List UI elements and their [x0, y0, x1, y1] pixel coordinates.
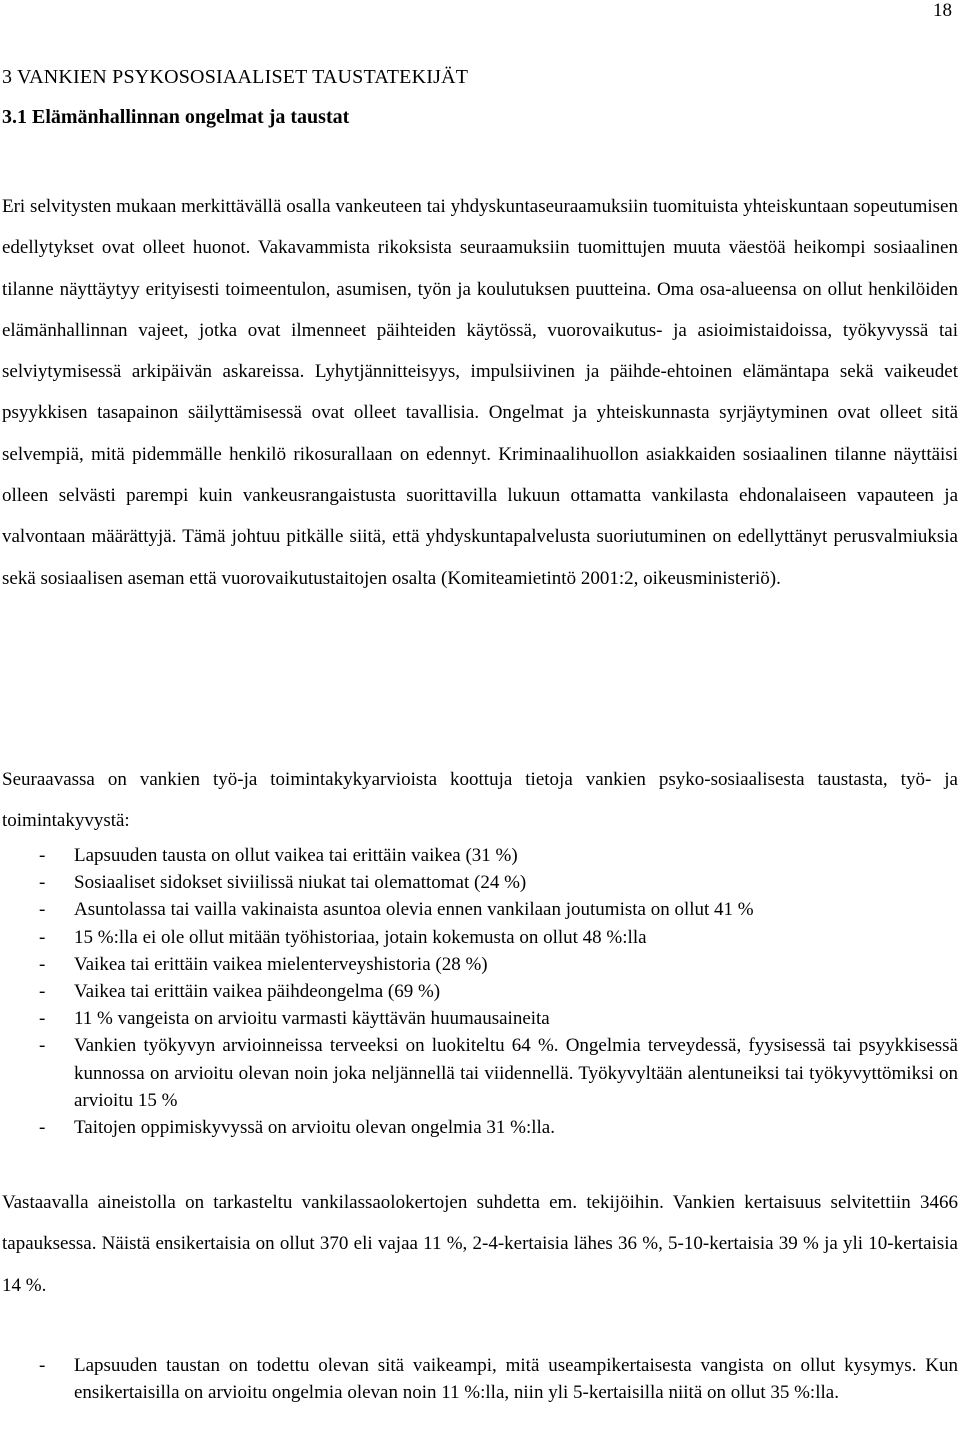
list-item [2, 1032, 958, 1114]
bullet-dash: - [39, 953, 46, 975]
recidivism-list [2, 1352, 958, 1406]
list-item [2, 1005, 958, 1032]
body-paragraph-3: Vastaavalla aineistolla on tarkasteltu vankilassaolokertojen suhdetta em. tekijöihin. Vankien kertaisuus selvitettiin 3466 tapauksessa. Näistä ensikertaisia on ollut 370 eli vajaa 11 %, 2-4-kertaisia lähes 36 %, 5-10-kertaisia 39 % ja yli 10-kertaisia 14 %. [2, 1192, 958, 1296]
section-heading: 3.1 Elämänhallinnan ongelmat ja taustat [2, 106, 350, 128]
list-item [2, 896, 958, 923]
bullet-dash: - [39, 1008, 46, 1030]
bullet-dash: - [39, 872, 46, 894]
body-paragraph-1: Eri selvitysten mukaan merkittävällä osalla vankeuteen tai yhdyskuntaseuraamuksiin tuomituista yhteiskuntaan sopeutumisen edellytykset ovat olleet huonot. Vakavammista rikoksista seuraamuksiin tuomittujen muuta väestöä heikompi sosiaalinen tilanne näyttäytyy erityisesti toimeentulon, asumisen, työn ja koulutuksen puutteina. Oma osa-alueensa on ollut henkilöiden elämänhallinnan vajeet, jotka ovat ilmenneet päihteiden käytössä, vuorovaikutus- ja asioimistaidoissa, työkyvyssä tai selviytymisessä arkipäivän askareissa. Lyhytjännitteisyys, impulsiivinen ja päihde-ehtoinen elämäntapa sekä vaikeudet psyykkisen tasapainon säilyttämisessä ovat olleet tavallisia. Ongelmat ja yhteiskunnasta syrjäytyminen ovat olleet sitä selvempiä, mitä pidemmälle henkilö rikosurallaan on edennyt. Kriminaalihuollon asiakkaiden sosiaalinen tilanne näyttäisi olleen selvästi parempi kuin vankeusrangaistusta suorittavilla lukuun ottamatta vankilasta ehdonalaiseen vapauteen ja valvontaan määrättyjä. Tämä johtuu pitkälle siitä, että yhdyskuntapalvelusta suoriutuminen on edellyttänyt perusvalmiuksia sekä sosiaalisen aseman että vuorovaikutustaitojen osalta (Komiteamietintö 2001:2, oikeusministeriö). [2, 196, 958, 589]
bullet-dash: - [39, 845, 46, 866]
chapter-heading: 3 VANKIEN PSYKOSOSIAALISET TAUSTATEKIJÄT [2, 66, 469, 88]
list-item-text: 15 %:lla ei ole ollut mitään työhistoriaa, jotain kokemusta on ollut 48 %:lla [74, 926, 647, 948]
list-item-text: Asuntolassa tai vailla vakinaista asuntoa olevia ennen vankilaan joutumista on ollut 41 % [74, 899, 754, 921]
list-item-text: Taitojen oppimiskyvyssä on arvioitu olevan ongelmia 31 %:lla. [74, 1117, 555, 1139]
bullet-dash: - [39, 981, 46, 1003]
list-item [2, 951, 958, 978]
list-item [2, 1352, 958, 1406]
page-number: 18 [933, 0, 952, 21]
bullet-dash: - [39, 899, 46, 921]
findings-list [2, 842, 958, 1141]
bullet-dash: - [39, 926, 46, 948]
list-item [2, 1114, 958, 1141]
list-item-text: Vankien työkyvyn arvioinneissa terveeksi on luokiteltu 64 %. Ongelmia terveydessä, fyysisessä tai psyykkisessä kunnossa on arvioitu olevan noin joka neljännellä tai viidennellä. Työkyvyltään alentuneiksi tai työkyvyttömiksi on arvioitu 15 % [74, 1035, 958, 1111]
list-item [2, 924, 958, 951]
list-item-text: Vaikea tai erittäin vaikea mielenterveyshistoria (28 %) [74, 953, 488, 975]
bullet-dash: - [39, 1355, 46, 1376]
list-item-text: Sosiaaliset sidokset siviilissä niukat tai olemattomat (24 %) [74, 872, 527, 894]
list-item [2, 869, 958, 896]
body-paragraph-2: Seuraavassa on vankien työ-ja toimintakykyarvioista koottuja tietoja vankien psyko-sosiaalisesta taustasta, työ- ja toimintakyvystä: [2, 769, 958, 832]
list-item [2, 978, 958, 1005]
bullet-dash: - [39, 1035, 46, 1057]
list-item-text: 11 % vangeista on arvioitu varmasti käyttävän huumausaineita [74, 1008, 550, 1030]
list-item [2, 842, 958, 869]
list-item-text: Lapsuuden taustan on todettu olevan sitä vaikeampi, mitä useampikertaisesta vangista on ollut kysymys. Kun ensikertaisilla on arvioitu ongelmia olevan noin 11 %:lla, niin yli 5-kertaisilla niitä on ollut 35 %:lla. [74, 1355, 958, 1404]
bullet-dash: - [39, 1117, 46, 1139]
list-item-text: Lapsuuden tausta on ollut vaikea tai erittäin vaikea (31 %) [74, 845, 518, 866]
list-item-text: Vaikea tai erittäin vaikea päihdeongelma (69 %) [74, 981, 441, 1003]
